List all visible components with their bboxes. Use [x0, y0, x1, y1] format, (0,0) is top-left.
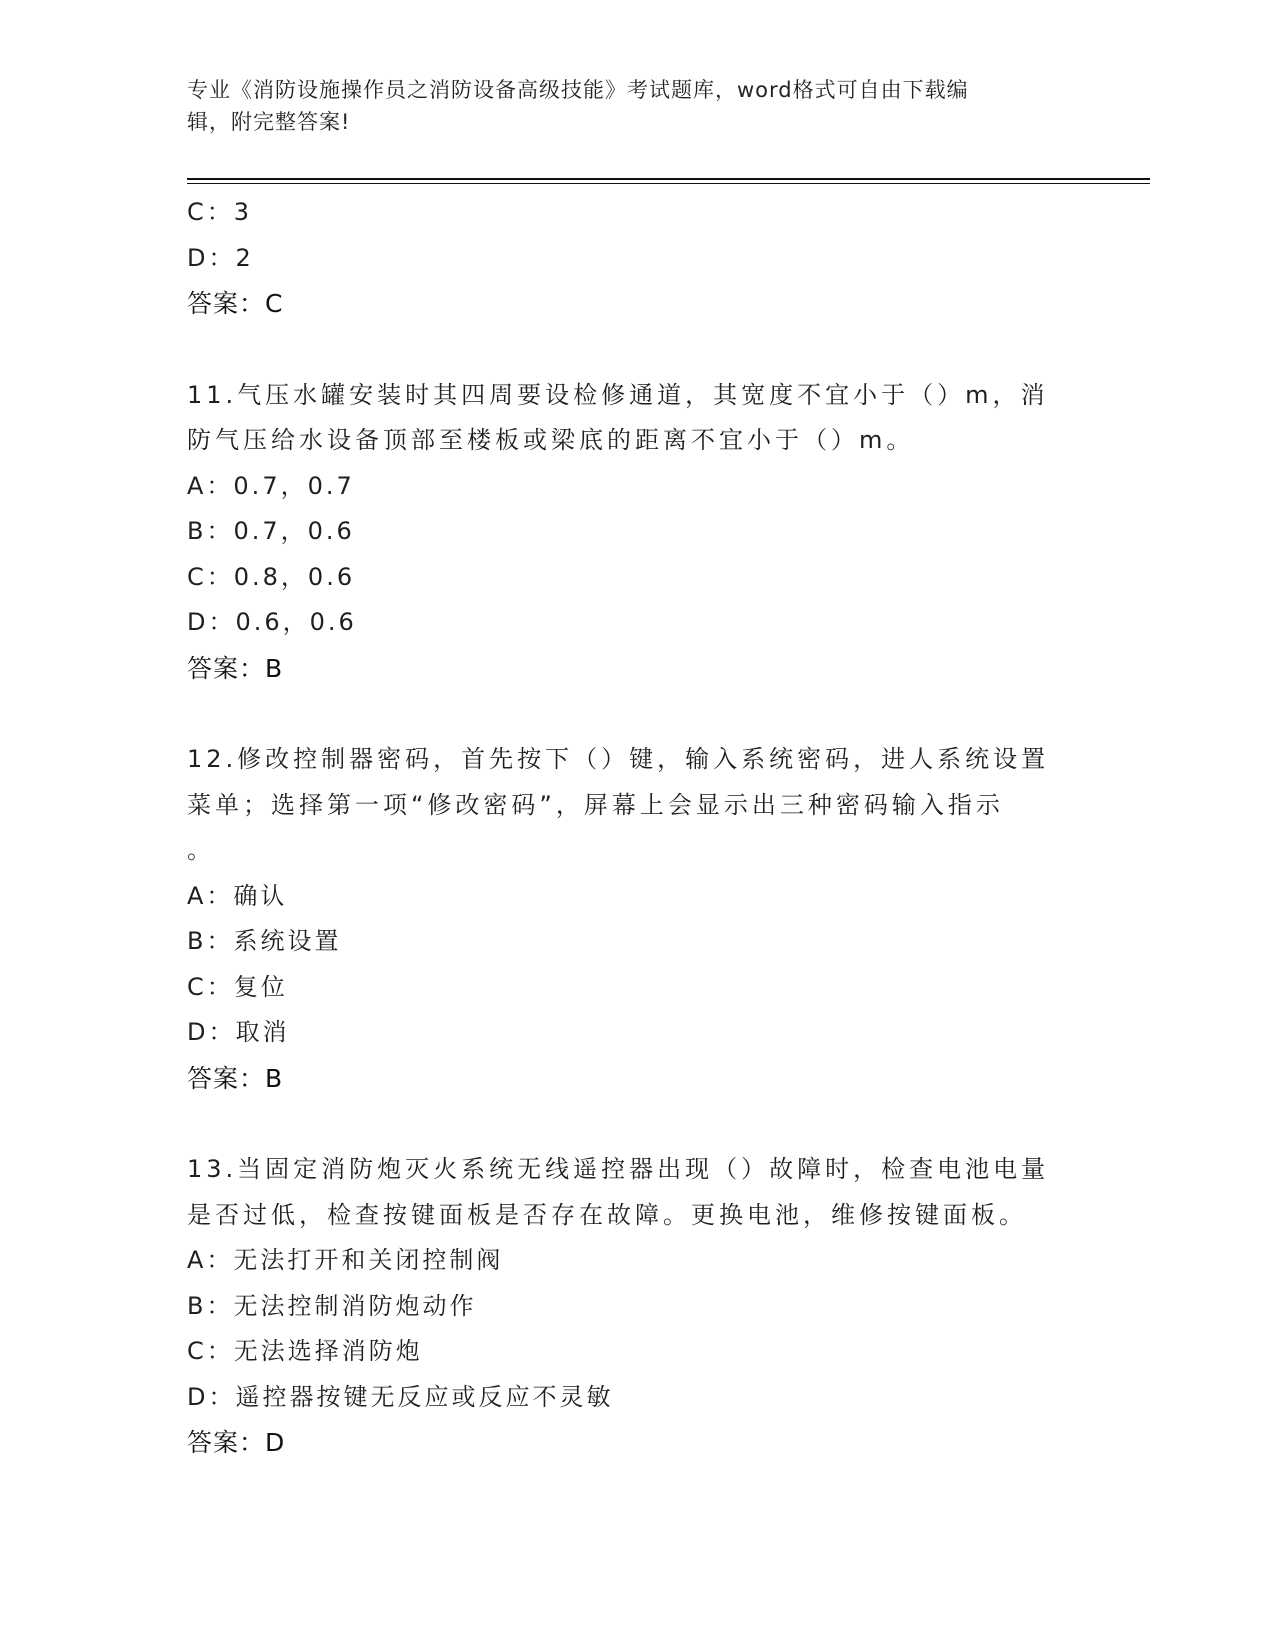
question-list: [187, 190, 1087, 1466]
question-stem-line-2: 是否过低，检查按键面板是否存在故障。更换电池，维修按键面板。: [187, 1200, 1027, 1229]
page-header: [187, 74, 1067, 138]
option-d: D：2: [187, 243, 254, 272]
option-b: B：无法控制消防炮动作: [187, 1291, 477, 1320]
option-a: A：0.7，0.7: [187, 471, 355, 500]
question-stem-line-1: 11.气压水罐安装时其四周要设检修通道，其宽度不宜小于（）m，消: [187, 380, 1049, 409]
question-12: [187, 737, 1087, 1101]
answer-line: 答案：C: [187, 289, 284, 318]
option-b: B：0.7，0.6: [187, 517, 355, 545]
previous-question-tail: [187, 190, 1087, 327]
answer-line: 答案：B: [187, 1063, 284, 1093]
question-11: [187, 373, 1087, 692]
question-stem-line-1: 12.修改控制器密码，首先按下（）键，输入系统密码，进人系统设置: [187, 745, 1050, 773]
option-c: C：3: [187, 198, 253, 226]
option-d: D：0.6，0.6: [187, 608, 357, 636]
option-c: C：复位: [187, 972, 288, 1001]
question-stem-line-2: 菜单；选择第一项“修改密码”，屏幕上会显示出三种密码输入指示: [187, 790, 1004, 819]
option-c: C：0.8，0.6: [187, 562, 356, 591]
option-d: D：取消: [187, 1018, 290, 1046]
option-a: A：无法打开和关闭控制阀: [187, 1246, 504, 1274]
option-a: A：确认: [187, 881, 288, 910]
option-d: D：遥控器按键无反应或反应不灵敏: [187, 1382, 614, 1411]
header-divider-thick: [187, 178, 1150, 180]
answer-line: 答案：B: [187, 653, 284, 683]
option-b: B：系统设置: [187, 927, 342, 955]
question-13: [187, 1147, 1087, 1466]
question-stem-line-3: 。: [187, 836, 215, 864]
header-line-1: 专业《消防设施操作员之消防设备高级技能》考试题库，word格式可自由下载编: [187, 78, 969, 102]
spacer: [187, 327, 1087, 373]
header-line-2: 辑，附完整答案!: [187, 110, 351, 134]
question-stem-line-2: 防气压给水设备顶部至楼板或梁底的距离不宜小于（）m。: [187, 426, 915, 454]
header-divider-thin: [187, 183, 1150, 184]
spacer: [187, 1101, 1087, 1147]
answer-line: 答案：D: [187, 1428, 286, 1457]
option-c: C：无法选择消防炮: [187, 1337, 423, 1365]
spacer: [187, 691, 1087, 737]
question-stem-line-1: 13.当固定消防炮灭火系统无线遥控器出现（）故障时，检查电池电量: [187, 1155, 1050, 1183]
